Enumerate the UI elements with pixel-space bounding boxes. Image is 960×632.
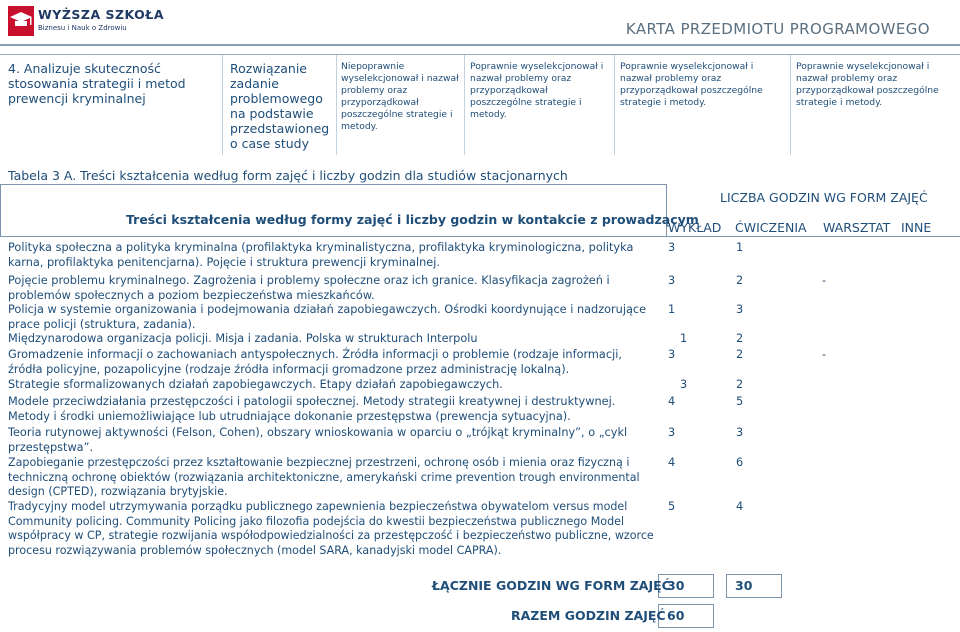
column-header-cwiczenia: ĆWICZENIA — [735, 220, 807, 235]
row-content: Polityka społeczna a polityka kryminalna (profilaktyka kryminalistyczna, profilaktyka kryminologiczna, polityka karna, profilaktyka penitencjarna). Pojęcie i struktura prewencji kryminalnej. — [8, 241, 634, 269]
table-header-title: Treści kształcenia według formy zajęć i liczby godzin w kontakcie z prowadzącym — [126, 212, 699, 227]
column-header-inne: INNE — [901, 220, 932, 235]
row-content: Modele przeciwdziałania przestępczości i patologii społecznej. Metody strategii kreatywnej i destruktywnej. Metody i środki uniemożliwiające lub utrudniające dokonanie przestępstwa (prewencja sytuacyjna). — [8, 395, 616, 423]
row-wyklad-hours: 3 — [668, 241, 676, 254]
row-cwiczenia-hours: 2 — [736, 274, 744, 287]
row-content: Tradycyjny model utrzymywania porządku publicznego zapewnienia bezpieczeństwa obywatelom versus model Community policing. Community Policing jako filozofia podejścia do kwestii bezpieczeństwa publicznego Model współpracy w CP, strategie rozwijania współodpowiedzialności za przestępczość i bezpieczeństwo publiczne, wzorce procesu rozwiązywania problemów społecznych (model SARA, kanadyjski model CAPRA). — [8, 500, 654, 557]
total-cwiczenia: 30 — [735, 578, 753, 593]
row-content: Gromadzenie informacji o zachowaniach antyspołecznych. Źródła informacji o problemie (rodzaje informacji, źródła policyjne, pozapolicyjne (rodzaje źródła informacji gromadzone przez administrację lokalną). — [8, 348, 622, 376]
content-table — [0, 184, 960, 632]
row-wyklad-hours: 3 — [680, 378, 688, 391]
row-warsztat-hours: - — [822, 274, 827, 287]
column-divider — [222, 55, 223, 155]
total-wyklad: 30 — [667, 578, 685, 593]
totals-label: ŁĄCZNIE GODZIN WG FORM ZAJĘĆ — [432, 578, 671, 593]
column-divider — [790, 55, 791, 155]
row-wyklad-hours: 4 — [668, 456, 676, 469]
row-warsztat-hours: - — [822, 348, 827, 361]
row-wyklad-hours: 1 — [680, 332, 688, 345]
document-title: KARTA PRZEDMIOTU PROGRAMOWEGO — [625, 20, 930, 38]
row-content: Pojęcie problemu kryminalnego. Zagrożenia i problemy społeczne oraz ich granice. Klasyfikacja zagrożeń i problemów społecznych a poziom bezpieczeństwa mieszkańców. — [8, 274, 610, 302]
row-cwiczenia-hours: 2 — [736, 348, 744, 361]
row-content: Międzynarodowa organizacja policji. Misja i zadania. Polska w strukturach Interpolu — [8, 332, 478, 345]
table-caption: Tabela 3 A. Treści kształcenia według form zajęć i liczby godzin dla studiów stacjonarnych — [8, 168, 568, 183]
assessment-method: Rozwiązanie zadanie problemowego na podstawie przedstawioneg o case study — [230, 61, 330, 151]
row-wyklad-hours: 1 — [668, 303, 676, 316]
grand-total-value: 60 — [667, 608, 685, 623]
row-wyklad-hours: 4 — [668, 395, 676, 408]
table-header-cell — [0, 184, 667, 237]
logo-name: WYŻSZA SZKOŁA — [38, 7, 165, 22]
learning-outcome-row — [0, 54, 960, 155]
header-rule — [0, 44, 960, 46]
row-wyklad-hours: 3 — [668, 426, 676, 439]
row-content: Strategie sformalizowanych działań zapobiegawczych. Etapy działań zapobiegawczych. — [8, 378, 503, 391]
row-wyklad-hours: 5 — [668, 500, 676, 513]
grade-criterion-5: Poprawnie wyselekcjonował i nazwał problemy oraz przyporządkował poszczególne strategie i metody. — [796, 61, 939, 108]
grade-criterion-3: Poprawnie wyselekcjonował i nazwał problemy oraz przyporządkował poszczególne strategie i metody. — [470, 61, 604, 120]
header-divider — [0, 236, 960, 237]
row-cwiczenia-hours: 6 — [736, 456, 744, 469]
row-wyklad-hours: 3 — [668, 348, 676, 361]
outcome-description: 4. Analizuje skuteczność stosowania strategii i metod prewencji kryminalnej — [8, 61, 186, 106]
page-header — [0, 0, 960, 46]
grade-criterion-2: Niepoprawnie wyselekcjonował i nazwał problemy oraz przyporządkował poszczególne strategie i metody. — [341, 61, 459, 132]
grand-total-label: RAZEM GODZIN ZAJĘĆ — [511, 608, 666, 623]
row-cwiczenia-hours: 4 — [736, 500, 744, 513]
row-cwiczenia-hours: 3 — [736, 303, 744, 316]
logo-subtitle: Biznesu i Nauk o Zdrowiu — [38, 24, 127, 32]
grade-criterion-4: Poprawnie wyselekcjonował i nazwał problemy oraz przyporządkował poszczególne strategie i metody. — [620, 61, 763, 108]
row-wyklad-hours: 3 — [668, 274, 676, 287]
row-cwiczenia-hours: 3 — [736, 426, 744, 439]
hours-group-header: LICZBA GODZIN WG FORM ZAJĘĆ — [720, 190, 928, 205]
row-content: Zapobieganie przestępczości przez kształtowanie bezpiecznej przestrzeni, ochronę osób i mienia oraz fizyczną i techniczną ochronę obiektów (rozwiązania architektoniczne, amerykański crime prevention trough environmental design (CPTED), rozwiązania brytyjskie. — [8, 456, 640, 498]
column-divider — [614, 55, 615, 155]
row-content: Teoria rutynowej aktywności (Felson, Cohen), obszary wnioskowania w oparciu o „trójkąt kryminalny”, o „cykl przestępstwa”. — [8, 426, 628, 454]
row-content: Policja w systemie organizowania i podejmowania działań zapobiegawczych. Ośrodki koordynujące i nadzorujące prace policji (struktura, zadania). — [8, 303, 647, 331]
column-divider — [464, 55, 465, 155]
logo-emblem-icon — [8, 6, 34, 36]
row-cwiczenia-hours: 2 — [736, 332, 744, 345]
row-cwiczenia-hours: 5 — [736, 395, 744, 408]
row-cwiczenia-hours: 2 — [736, 378, 744, 391]
row-cwiczenia-hours: 1 — [736, 241, 744, 254]
school-logo — [8, 6, 165, 36]
column-header-warsztat: WARSZTAT — [823, 220, 891, 235]
column-divider — [336, 55, 337, 155]
column-header-wyklad: WYKŁAD — [668, 220, 722, 235]
